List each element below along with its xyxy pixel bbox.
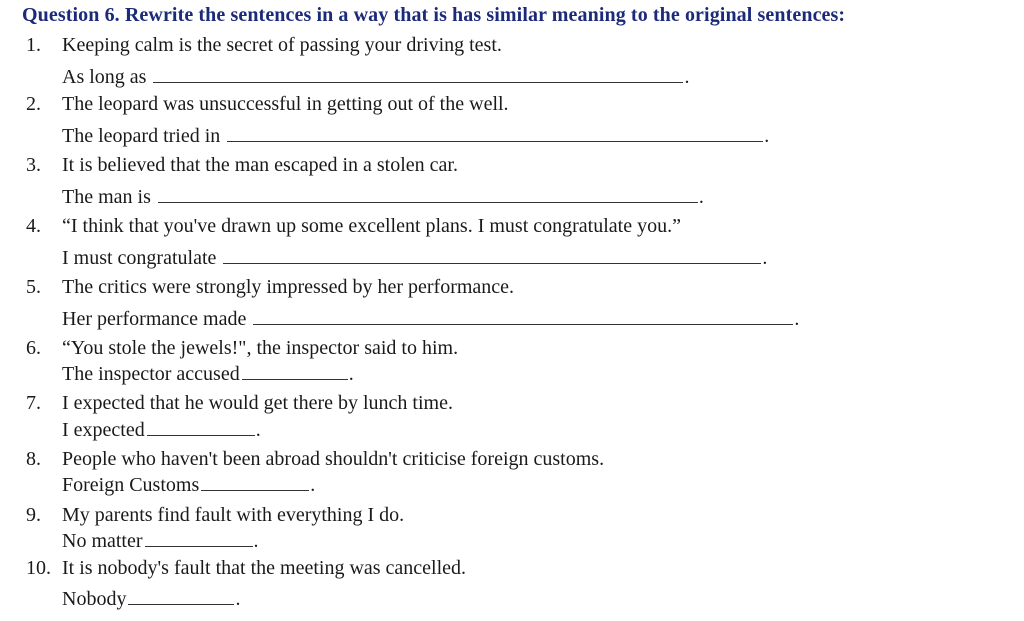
end-mark: . — [764, 125, 770, 147]
item-prompt: Nobody — [62, 588, 127, 610]
item-2-prompt-row — [62, 123, 769, 148]
item-5-prompt-row — [62, 306, 799, 331]
item-2-sentence-row — [26, 92, 509, 116]
answer-blank[interactable] — [223, 245, 761, 264]
item-7-prompt-row — [62, 417, 261, 442]
item-number: 1. — [26, 34, 41, 56]
item-prompt: The man is — [62, 186, 151, 208]
end-mark: . — [253, 530, 259, 552]
item-5-sentence-row — [26, 275, 514, 299]
item-9-sentence-row — [26, 503, 404, 527]
item-4-sentence-row — [26, 214, 681, 238]
end-mark: . — [684, 66, 690, 88]
item-prompt: Her performance made — [62, 308, 247, 330]
item-prompt: The leopard tried in — [62, 125, 221, 147]
answer-blank[interactable] — [242, 361, 348, 380]
answer-blank[interactable] — [201, 472, 309, 491]
item-prompt: I expected — [62, 419, 145, 441]
item-number: 6. — [26, 337, 41, 359]
item-sentence: “You stole the jewels!", the inspector said to him. — [62, 337, 459, 359]
item-prompt: No matter — [62, 530, 143, 552]
item-sentence: It is nobody's fault that the meeting was cancelled. — [62, 557, 467, 579]
item-sentence: The leopard was unsuccessful in getting out of the well. — [62, 93, 509, 115]
item-prompt: As long as — [62, 66, 147, 88]
item-6-sentence-row — [26, 336, 458, 360]
answer-blank[interactable] — [153, 64, 683, 83]
item-number: 3. — [26, 154, 41, 176]
item-number: 2. — [26, 93, 41, 115]
item-1-sentence-row — [26, 33, 502, 57]
item-number: 8. — [26, 448, 41, 470]
item-sentence: It is believed that the man escaped in a stolen car. — [62, 154, 458, 176]
item-prompt: I must congratulate — [62, 247, 217, 269]
end-mark: . — [762, 247, 768, 269]
answer-blank[interactable] — [253, 306, 793, 325]
item-number: 5. — [26, 276, 41, 298]
item-sentence: My parents find fault with everything I do. — [62, 504, 405, 526]
end-mark: . — [255, 419, 261, 441]
item-number: 7. — [26, 392, 41, 414]
item-sentence: I expected that he would get there by lunch time. — [62, 392, 453, 414]
item-sentence: The critics were strongly impressed by her performance. — [62, 276, 515, 298]
item-sentence: “I think that you've drawn up some excellent plans. I must congratulate you.” — [62, 215, 681, 237]
item-6-prompt-row — [62, 361, 354, 386]
item-prompt: The inspector accused — [62, 363, 240, 385]
item-10-sentence-row — [26, 556, 466, 580]
answer-blank[interactable] — [158, 184, 698, 203]
answer-blank[interactable] — [147, 417, 255, 436]
answer-blank[interactable] — [145, 528, 253, 547]
item-number: 4. — [26, 215, 41, 237]
item-prompt: Foreign Customs — [62, 474, 200, 496]
item-9-prompt-row — [62, 528, 259, 553]
answer-blank[interactable] — [227, 123, 763, 142]
item-8-sentence-row — [26, 447, 604, 471]
item-number: 9. — [26, 504, 41, 526]
end-mark: . — [698, 186, 704, 208]
end-mark: . — [794, 308, 800, 330]
question-heading: Question 6. Rewrite the sentences in a way that is has similar meaning to the original sentences: — [22, 4, 846, 26]
answer-blank[interactable] — [128, 586, 234, 605]
end-mark: . — [235, 588, 241, 610]
item-4-prompt-row — [62, 245, 767, 270]
item-8-prompt-row — [62, 472, 315, 497]
item-1-prompt-row — [62, 64, 689, 89]
item-3-prompt-row — [62, 184, 704, 209]
item-sentence: People who haven't been abroad shouldn't criticise foreign customs. — [62, 448, 605, 470]
end-mark: . — [348, 363, 354, 385]
item-7-sentence-row — [26, 391, 453, 415]
item-10-prompt-row — [62, 586, 240, 611]
end-mark: . — [310, 474, 316, 496]
item-number: 10. — [26, 557, 51, 579]
item-3-sentence-row — [26, 153, 458, 177]
item-sentence: Keeping calm is the secret of passing your driving test. — [62, 34, 502, 56]
